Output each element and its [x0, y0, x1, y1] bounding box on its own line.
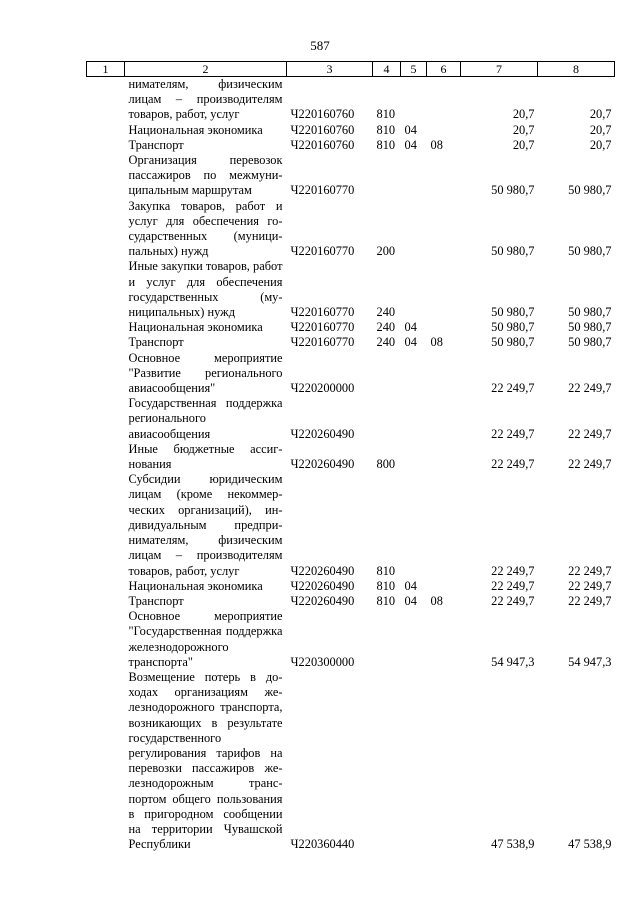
row-col-5	[401, 396, 427, 442]
row-name: нимателям, физическим лицам – производителям товаров, работ, услуг	[128, 77, 283, 122]
row-value-7: 22 249,7	[491, 578, 535, 593]
row-col-4: 240	[376, 305, 396, 320]
row-col-5: 04	[404, 335, 417, 350]
row-code: Ч220200000	[290, 381, 355, 396]
budget-table	[86, 61, 615, 852]
table-row	[87, 199, 615, 260]
row-col-1	[87, 472, 125, 578]
header-col-2: 2	[125, 62, 287, 77]
row-col-5: 04	[404, 320, 417, 335]
header-col-5: 5	[401, 62, 427, 77]
row-col-5: 04	[404, 578, 417, 593]
row-value-8: 22 249,7	[568, 457, 612, 472]
row-col-5	[401, 77, 427, 123]
table-row	[87, 396, 615, 442]
row-col-4	[373, 153, 401, 199]
row-col-4	[373, 609, 401, 670]
row-col-5	[401, 670, 427, 852]
row-value-7: 50 980,7	[491, 183, 535, 198]
row-value-8: 20,7	[589, 122, 612, 137]
table-row	[87, 153, 615, 199]
row-value-8: 50 980,7	[568, 335, 612, 350]
row-name: Основное мероприятие "Развитие регионального авиасообщения"	[128, 350, 283, 396]
row-value-7: 22 249,7	[491, 381, 535, 396]
row-name: Транспорт	[128, 593, 184, 608]
row-code: Ч220300000	[290, 654, 355, 669]
row-name: Национальная экономика	[128, 320, 263, 335]
row-col-4: 200	[376, 244, 396, 259]
table-row	[87, 77, 615, 123]
row-value-7: 50 980,7	[491, 335, 535, 350]
row-code: Ч220260490	[290, 457, 355, 472]
row-col-5: 04	[404, 137, 417, 152]
row-value-7: 54 947,3	[491, 654, 535, 669]
table-row	[87, 335, 615, 350]
page-number: 587	[310, 38, 330, 53]
row-col-4: 240	[376, 320, 396, 335]
row-name: Государственная поддержка регионального авиасообщения	[128, 396, 283, 441]
row-name: Субсидии юридическим лицам (кроме некоммерческих организаций), индивидуальным предпринимателям, физическим лицам – производителям товаров, работ, услуг	[128, 472, 283, 578]
row-col-4: 810	[376, 137, 396, 152]
row-value-7: 47 538,9	[491, 837, 535, 852]
row-value-8: 54 947,3	[568, 654, 612, 669]
row-code: Ч220360440	[290, 837, 355, 852]
row-col-6	[427, 351, 461, 397]
row-value-8: 22 249,7	[568, 563, 612, 578]
table-row	[87, 670, 615, 852]
row-name: Транспорт	[128, 137, 184, 152]
row-col-6	[427, 472, 461, 578]
row-col-5	[401, 153, 427, 199]
row-col-1	[87, 123, 125, 138]
row-col-6: 08	[430, 335, 443, 350]
row-value-8: 20,7	[589, 107, 612, 122]
row-col-5	[401, 472, 427, 578]
header-col-4: 4	[373, 62, 401, 77]
row-value-7: 22 249,7	[491, 563, 535, 578]
row-value-7: 20,7	[512, 137, 535, 152]
row-col-6	[427, 442, 461, 472]
row-code: Ч220160770	[290, 244, 355, 259]
row-code: Ч220260490	[290, 578, 355, 593]
row-col-4: 800	[376, 457, 396, 472]
row-name: Национальная экономика	[128, 122, 263, 137]
table-row	[87, 259, 615, 320]
table-row	[87, 579, 615, 594]
row-col-6	[427, 609, 461, 670]
row-name: Возмещение потерь в доходах организациям железнодорожного транспорта, возникающих в результате государственного регулирования тарифов на перевозки пассажиров железнодорожным транспортом общего пользования в пригородном сообщении на территории Чувашской Республики	[128, 669, 283, 852]
table-row	[87, 609, 615, 670]
row-col-4: 810	[376, 107, 396, 122]
row-col-6	[427, 153, 461, 199]
row-name: Транспорт	[128, 335, 184, 350]
row-col-4: 240	[376, 335, 396, 350]
row-value-7: 50 980,7	[491, 320, 535, 335]
row-col-4: 810	[376, 578, 396, 593]
header-col-1: 1	[87, 62, 125, 77]
row-code: Ч220260490	[290, 426, 355, 441]
row-name: Иные закупки товаров, работ и услуг для обеспечения государственных (муниципальных) нужд	[128, 259, 283, 320]
row-col-5	[401, 442, 427, 472]
row-name: Основное мероприятие "Государственная поддержка железнодорожного транспорта"	[128, 609, 283, 669]
row-col-5	[401, 199, 427, 260]
row-col-4	[373, 670, 401, 852]
row-code: Ч220260490	[290, 593, 355, 608]
row-value-7: 22 249,7	[491, 593, 535, 608]
row-code: Ч220160760	[290, 122, 355, 137]
row-col-1	[87, 320, 125, 335]
row-code: Ч220260490	[290, 563, 355, 578]
row-value-8: 47 538,9	[568, 837, 612, 852]
row-col-1	[87, 199, 125, 260]
row-value-8: 22 249,7	[568, 593, 612, 608]
row-name: Закупка товаров, работ и услуг для обеспечения государственных (муниципальных) нужд	[128, 198, 283, 259]
row-value-7: 22 249,7	[491, 457, 535, 472]
row-value-8: 22 249,7	[568, 426, 612, 441]
row-col-6	[427, 670, 461, 852]
row-col-5: 04	[404, 593, 417, 608]
row-value-8: 22 249,7	[568, 381, 612, 396]
row-code: Ч220160760	[290, 107, 355, 122]
row-col-1	[87, 396, 125, 442]
row-col-1	[87, 609, 125, 670]
row-col-1	[87, 153, 125, 199]
row-col-4: 810	[376, 593, 396, 608]
table-row	[87, 138, 615, 153]
table-header-row	[87, 62, 615, 77]
row-col-5: 04	[404, 122, 417, 137]
table-row	[87, 351, 615, 397]
row-col-6	[427, 77, 461, 123]
row-col-6	[427, 579, 461, 594]
row-value-8: 20,7	[589, 137, 612, 152]
row-col-4: 810	[376, 122, 396, 137]
row-value-7: 20,7	[512, 107, 535, 122]
row-col-6	[427, 123, 461, 138]
row-col-4	[373, 351, 401, 397]
table-row	[87, 442, 615, 472]
row-code: Ч220160770	[290, 183, 355, 198]
row-code: Ч220160770	[290, 335, 355, 350]
row-col-5	[401, 609, 427, 670]
table-row	[87, 320, 615, 335]
row-value-8: 50 980,7	[568, 320, 612, 335]
row-col-6	[427, 320, 461, 335]
row-value-7: 50 980,7	[491, 244, 535, 259]
row-col-1	[87, 335, 125, 350]
row-code: Ч220160770	[290, 320, 355, 335]
row-col-6: 08	[430, 593, 443, 608]
row-col-1	[87, 594, 125, 609]
row-col-4	[373, 396, 401, 442]
row-value-8: 50 980,7	[568, 305, 612, 320]
row-col-6: 08	[430, 137, 443, 152]
row-code: Ч220160760	[290, 137, 355, 152]
row-name: Иные бюджетные ассигнования	[128, 441, 283, 472]
header-col-8: 8	[538, 62, 615, 77]
row-col-1	[87, 259, 125, 320]
row-col-1	[87, 670, 125, 852]
row-col-1	[87, 138, 125, 153]
row-col-5	[401, 351, 427, 397]
table-row	[87, 594, 615, 609]
table-row	[87, 472, 615, 578]
row-code: Ч220160770	[290, 305, 355, 320]
row-col-1	[87, 351, 125, 397]
header-col-7: 7	[461, 62, 538, 77]
row-name: Организация перевозок пассажиров по межмуниципальным маршрутам	[128, 153, 283, 198]
row-value-7: 20,7	[512, 122, 535, 137]
row-value-8: 22 249,7	[568, 578, 612, 593]
header-col-6: 6	[427, 62, 461, 77]
row-col-6	[427, 199, 461, 260]
row-name: Национальная экономика	[128, 578, 263, 593]
header-col-3: 3	[287, 62, 373, 77]
row-col-1	[87, 442, 125, 472]
row-value-8: 50 980,7	[568, 183, 612, 198]
row-col-1	[87, 77, 125, 123]
row-value-7: 22 249,7	[491, 426, 535, 441]
row-value-8: 50 980,7	[568, 244, 612, 259]
table-row	[87, 123, 615, 138]
row-col-5	[401, 259, 427, 320]
row-col-6	[427, 396, 461, 442]
row-col-6	[427, 259, 461, 320]
row-value-7: 50 980,7	[491, 305, 535, 320]
row-col-1	[87, 579, 125, 594]
row-col-4: 810	[376, 563, 396, 578]
table-body	[87, 77, 615, 853]
